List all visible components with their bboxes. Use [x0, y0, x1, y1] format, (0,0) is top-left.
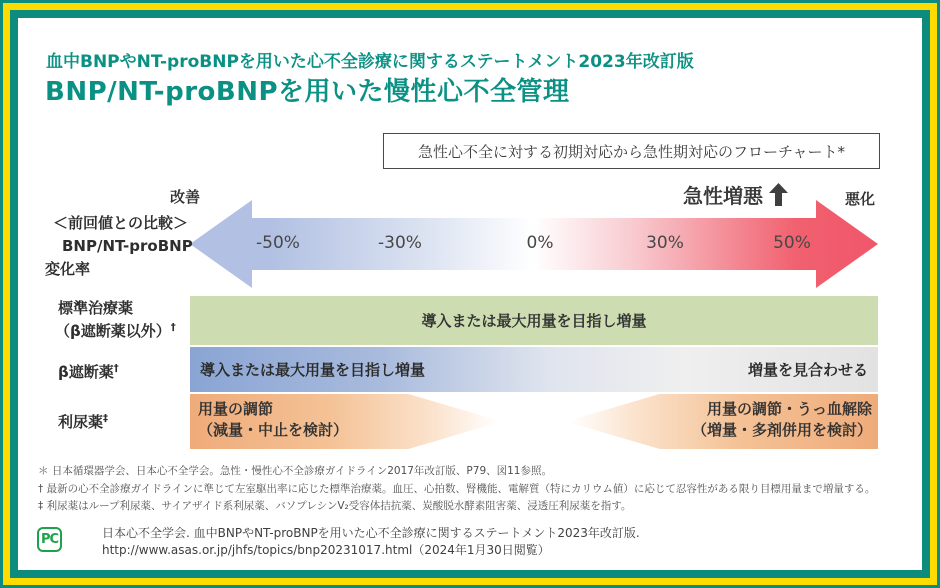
- flowchart-note-text: 急性心不全に対する初期対応から急性期対応のフローチャート*: [417, 142, 846, 161]
- tick-minus30: -30%: [378, 233, 422, 253]
- beta-blocker-label: β遮断薬†: [58, 363, 119, 381]
- beta-blocker-bar-right-text: 増量を見合わせる: [747, 361, 868, 379]
- tick-minus50: -50%: [256, 233, 300, 253]
- standard-drug-bar-text: 導入または最大用量を目指し増量: [421, 312, 647, 330]
- footnote-double-dagger: ‡ 利尿薬はループ利尿薬、サイアザイド系利尿薬、バソプレシンV₂受容体拮抗薬、炭酸脱水酵素阻害薬、浸透圧利尿薬を指す。: [38, 500, 632, 512]
- page-title: BNP/NT-proBNPを用いた慢性心不全管理: [45, 77, 570, 107]
- citation: [102, 525, 640, 559]
- citation-url: http://www.asas.or.jp/jhfs/topics/bnp20231017.html（2024年1月30日閲覧）: [102, 543, 550, 557]
- diuretic-left-text: 用量の調節 （減量・中止を検討）: [198, 400, 349, 439]
- tick-plus50: 50%: [773, 233, 811, 253]
- diuretic-label: 利尿薬‡: [58, 413, 109, 431]
- dagger-mark: †: [113, 363, 119, 374]
- worsen-label: 悪化: [845, 190, 876, 208]
- standard-drug-label: 標準治療薬 （β遮断薬以外）†: [55, 299, 176, 340]
- tick-plus30: 30%: [646, 233, 684, 253]
- double-dagger-mark: ‡: [103, 413, 109, 424]
- statement-title: 血中BNPやNT-proBNPを用いた心不全診療に関するステートメント2023年改訂版: [46, 52, 694, 72]
- beta-blocker-bar-left-text: 導入または最大用量を目指し増量: [200, 361, 426, 379]
- comparison-header: [45, 212, 193, 281]
- beta-blocker-bar: [190, 347, 878, 392]
- citation-line1: 日本心不全学会. 血中BNPやNT-proBNPを用いた心不全診療に関するステートメント2023年改訂版.: [102, 526, 640, 540]
- pc-logo: PC: [37, 527, 62, 552]
- footnote-asterisk: ＊ 日本循環器学会、日本心不全学会。急性・慢性心不全診療ガイドライン2017年改訂版、P79、図11参照。: [38, 465, 552, 477]
- comparison-header-line3: 変化率: [45, 260, 91, 278]
- tick-zero: 0%: [526, 233, 554, 253]
- dagger-mark: †: [170, 322, 176, 333]
- acute-worsen-label: 急性増悪: [683, 184, 763, 208]
- standard-drug-bar: [190, 296, 878, 345]
- footnotes: [38, 463, 875, 516]
- comparison-header-line1: ＜前回値との比較＞: [53, 214, 189, 232]
- footnote-dagger: † 最新の心不全診療ガイドラインに準じて左室駆出率に応じた標準治療薬。血圧、心拍数、腎機能、電解質（特にカリウム値）に応じて忍容性がある限り目標用量まで増量する。: [38, 482, 876, 495]
- diuretic-right-text: 用量の調節・うっ血解除 （増量・多剤併用を検討）: [691, 400, 872, 439]
- flowchart-note-box: [383, 133, 880, 169]
- comparison-header-line2: BNP/NT-proBNP: [62, 237, 193, 255]
- improve-label: 改善: [170, 188, 201, 206]
